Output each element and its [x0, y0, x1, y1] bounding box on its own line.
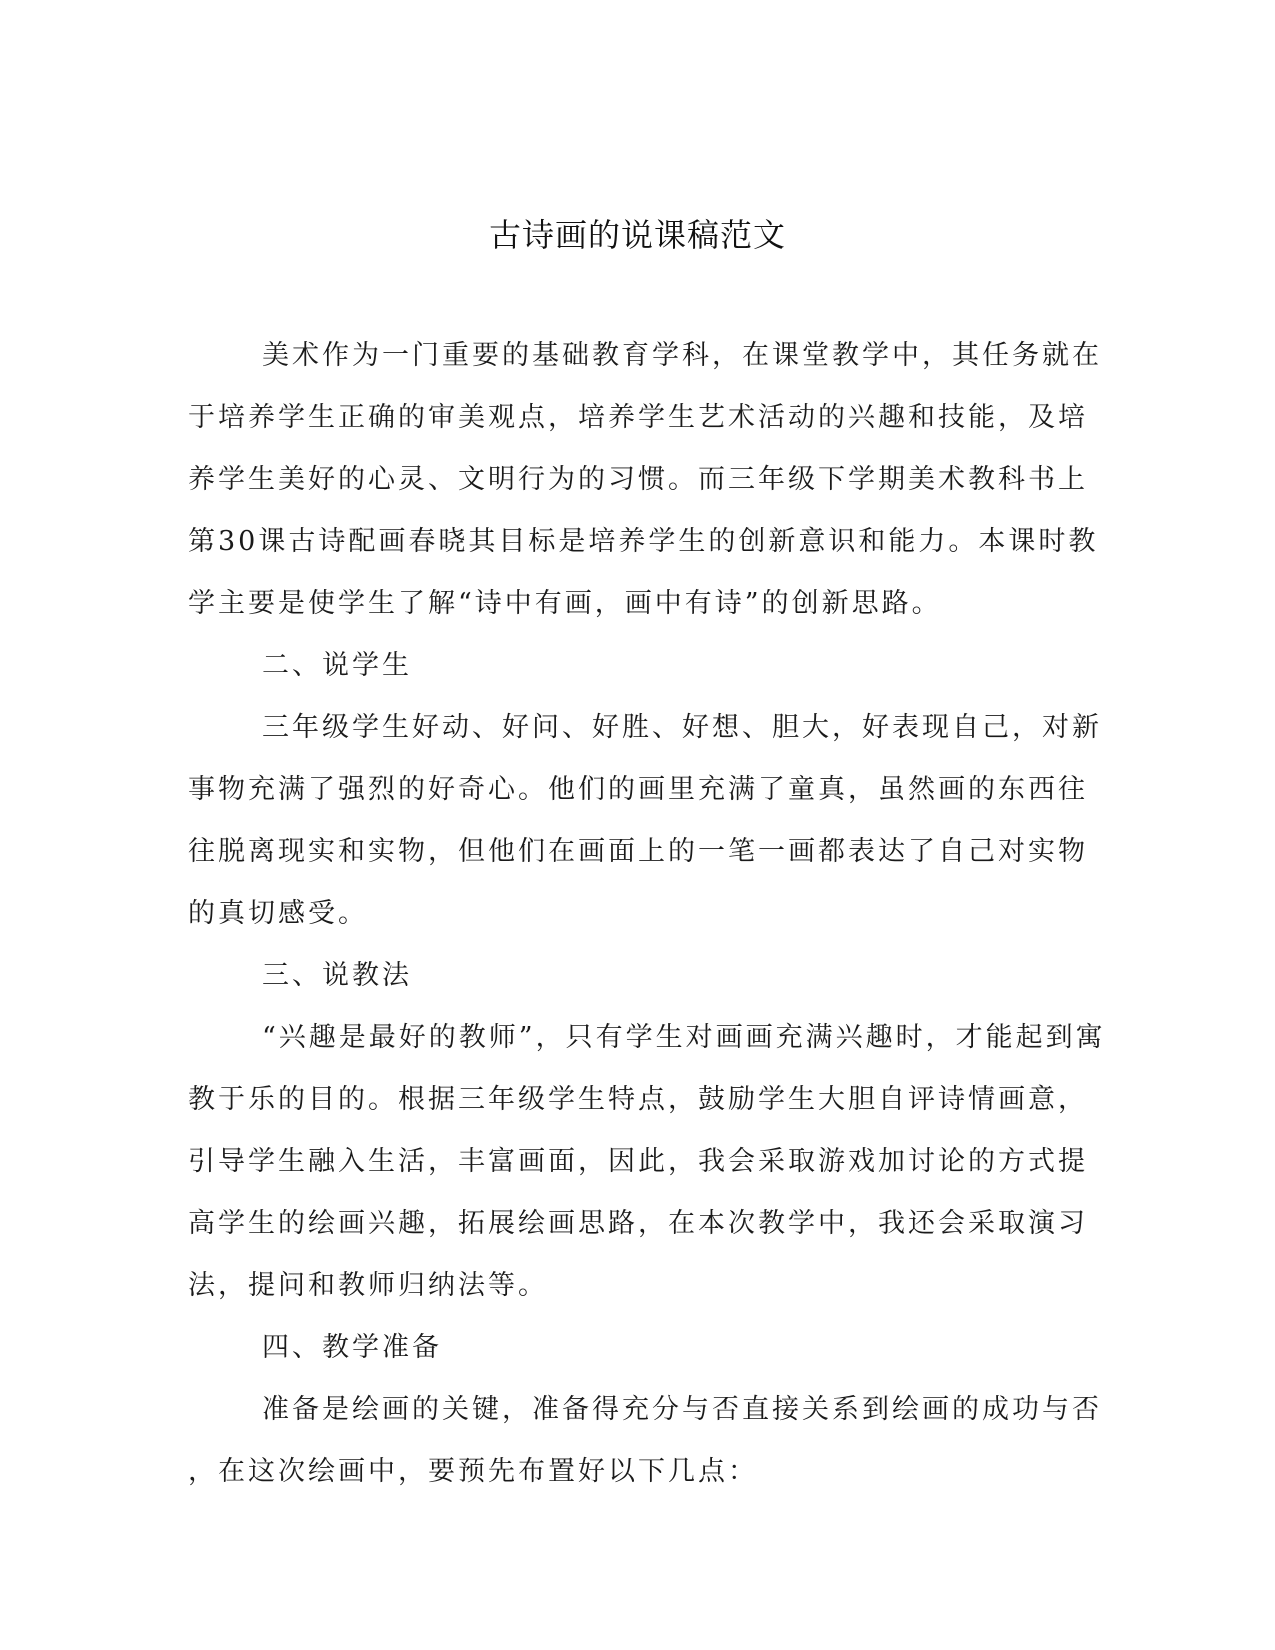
paragraph-line: “兴趣是最好的教师”，只有学生对画画充满兴趣时，才能起到寓: [262, 1022, 1106, 1053]
section-heading: 三、说教法: [262, 960, 412, 991]
document-title: 古诗画的说课稿范文: [488, 216, 786, 254]
paragraph-line: ，在这次绘画中，要预先布置好以下几点：: [188, 1456, 758, 1487]
paragraph-line: 学主要是使学生了解“诗中有画，画中有诗”的创新思路。: [188, 588, 942, 619]
paragraph-line: 的真切感受。: [188, 898, 368, 929]
paragraph-line: 引导学生融入生活，丰富画面，因此，我会采取游戏加讨论的方式提: [188, 1146, 1088, 1177]
paragraph-line: 准备是绘画的关键，准备得充分与否直接关系到绘画的成功与否: [262, 1394, 1102, 1425]
paragraph-line: 养学生美好的心灵、文明行为的习惯。而三年级下学期美术教科书上: [188, 464, 1088, 495]
paragraph-line: 第30课古诗配画春晓其目标是培养学生的创新意识和能力。本课时教: [188, 526, 1099, 557]
section-heading: 四、教学准备: [262, 1332, 442, 1363]
section-heading: 二、说学生: [262, 650, 412, 681]
paragraph-line: 三年级学生好动、好问、好胜、好想、胆大，好表现自己，对新: [262, 712, 1102, 743]
paragraph-line: 法，提问和教师归纳法等。: [188, 1270, 548, 1301]
paragraph-line: 教于乐的目的。根据三年级学生特点，鼓励学生大胆自评诗情画意，: [188, 1084, 1088, 1115]
paragraph-line: 于培养学生正确的审美观点，培养学生艺术活动的兴趣和技能，及培: [188, 402, 1088, 433]
paragraph-line: 美术作为一门重要的基础教育学科，在课堂教学中，其任务就在: [262, 340, 1102, 371]
paragraph-line: 往脱离现实和实物，但他们在画面上的一笔一画都表达了自己对实物: [188, 836, 1088, 867]
document-body: [188, 325, 1106, 1503]
paragraph-line: 事物充满了强烈的好奇心。他们的画里充满了童真，虽然画的东西往: [188, 774, 1088, 805]
paragraph-line: 高学生的绘画兴趣，拓展绘画思路，在本次教学中，我还会采取演习: [188, 1208, 1088, 1239]
